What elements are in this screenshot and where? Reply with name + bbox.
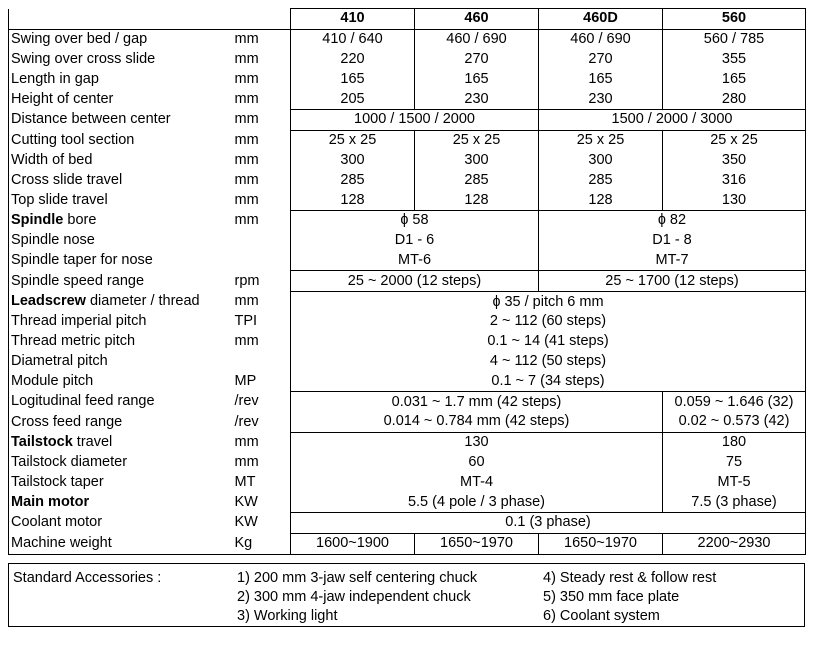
label-bold: Leadscrew (11, 293, 86, 310)
header-blank-unit (233, 9, 291, 30)
cell-560: 75 (663, 453, 806, 473)
header-blank (9, 9, 233, 30)
table-row (9, 453, 806, 473)
cell-460d: 285 (539, 170, 663, 190)
cell-560: 350 (663, 151, 806, 171)
row-unit: mm (234, 333, 259, 350)
cell-all: 0.1 (3 phase) (291, 512, 806, 533)
cell-460: 128 (415, 190, 539, 210)
table-row (9, 130, 806, 150)
table-row (9, 312, 806, 332)
table-row (9, 533, 806, 554)
label-rest: diameter / thread (85, 293, 200, 310)
cell-all: 2 ~ 112 (60 steps) (291, 312, 806, 332)
row-unit: KW (234, 514, 258, 531)
cell-410: 410 / 640 (291, 29, 415, 49)
cell-460d-560: D1 - 8 (539, 231, 806, 251)
cell-460: 300 (415, 151, 539, 171)
cell-560: 7.5 (3 phase) (663, 492, 806, 512)
row-label: Length in gap (9, 69, 233, 89)
header-row (9, 9, 806, 30)
cell-560: 560 / 785 (663, 29, 806, 49)
label-rest: bore (63, 212, 97, 229)
model-410-header: 410 (291, 9, 415, 30)
row-label: Logitudinal feed range (9, 392, 233, 412)
row-unit: TPI (234, 313, 258, 330)
row-label: Cross feed range (9, 412, 233, 432)
row-label (9, 210, 233, 230)
accessory-item: 4) Steady rest & follow rest (543, 569, 717, 586)
table-row (9, 392, 806, 412)
cell-all: 0.1 ~ 7 (34 steps) (291, 371, 806, 391)
row-label: Diametral pitch (9, 352, 233, 372)
cell-410-460: MT-6 (291, 251, 539, 271)
spec-table (8, 8, 806, 555)
cell-410-460d: 0.031 ~ 1.7 mm (42 steps) (291, 392, 663, 412)
row-unit (233, 231, 291, 251)
cell-410-460: 1000 / 1500 / 2000 (291, 109, 539, 130)
row-label: Distance between center (9, 109, 233, 130)
table-row (9, 89, 806, 109)
cell-410-460: ɸ 58 (291, 210, 539, 230)
accessory-item: 3) Working light (237, 607, 338, 624)
row-unit: mm (234, 433, 259, 450)
row-label: Spindle nose (9, 231, 233, 251)
cell-410-460d: MT-4 (291, 472, 663, 492)
label-rest: travel (72, 433, 113, 450)
row-unit: mm (234, 50, 259, 67)
model-460-header: 460 (415, 9, 539, 30)
row-label: Spindle speed range (9, 271, 233, 292)
row-unit (233, 352, 291, 372)
row-label: Spindle taper for nose (9, 251, 233, 271)
table-row (9, 352, 806, 372)
cell-560: 355 (663, 50, 806, 70)
row-unit: mm (234, 151, 259, 168)
table-row (9, 371, 806, 391)
cell-560: 0.02 ~ 0.573 (42) (663, 412, 806, 432)
cell-410: 1600~1900 (291, 533, 415, 554)
cell-460: 165 (415, 69, 539, 89)
table-row (9, 432, 806, 452)
table-row (9, 109, 806, 130)
cell-560: 165 (663, 69, 806, 89)
cell-560: 0.059 ~ 1.646 (32) (663, 392, 806, 412)
table-row (9, 472, 806, 492)
row-unit: mm (234, 111, 259, 128)
table-row (9, 50, 806, 70)
cell-all: 4 ~ 112 (50 steps) (291, 352, 806, 372)
cell-460d: 1650~1970 (539, 533, 663, 554)
cell-460d: 230 (539, 89, 663, 109)
accessory-item: 6) Coolant system (543, 607, 660, 624)
table-row (9, 231, 806, 251)
accessory-item: 1) 200 mm 3-jaw self centering chuck (237, 569, 478, 586)
row-label (9, 432, 233, 452)
cell-560: 280 (663, 89, 806, 109)
row-label: Thread imperial pitch (9, 312, 233, 332)
row-unit: rpm (234, 272, 260, 289)
cell-410-460: 25 ~ 2000 (12 steps) (291, 271, 539, 292)
cell-560: MT-5 (663, 472, 806, 492)
cell-460d: 165 (539, 69, 663, 89)
row-label: Module pitch (9, 371, 233, 391)
cell-410: 205 (291, 89, 415, 109)
row-label: Tailstock taper (9, 472, 233, 492)
row-unit: mm (234, 90, 259, 107)
cell-410-460d: 60 (291, 453, 663, 473)
row-unit: mm (234, 293, 259, 310)
row-unit: /rev (234, 413, 259, 430)
accessory-item: 2) 300 mm 4-jaw independent chuck (237, 588, 471, 605)
cell-460: 270 (415, 50, 539, 70)
table-row (9, 29, 806, 49)
table-row (9, 151, 806, 171)
table-row (9, 170, 806, 190)
row-label: Swing over bed / gap (9, 29, 233, 49)
cell-460d: 25 x 25 (539, 130, 663, 150)
cell-460d: 300 (539, 151, 663, 171)
model-460d-header: 460D (539, 9, 663, 30)
row-label: Width of bed (9, 151, 233, 171)
cell-all: 0.1 ~ 14 (41 steps) (291, 332, 806, 352)
table-row (9, 512, 806, 533)
row-unit: KW (234, 493, 258, 510)
cell-410: 285 (291, 170, 415, 190)
row-label: Tailstock diameter (9, 453, 233, 473)
label-bold: Tailstock (11, 433, 73, 450)
table-row (9, 412, 806, 432)
table-row (9, 332, 806, 352)
table-row (9, 69, 806, 89)
row-label: Cross slide travel (9, 170, 233, 190)
cell-560: 2200~2930 (663, 533, 806, 554)
cell-460d: 270 (539, 50, 663, 70)
row-label (9, 292, 233, 312)
spec-sheet (8, 8, 806, 627)
cell-410: 165 (291, 69, 415, 89)
cell-460d-560: 1500 / 2000 / 3000 (539, 109, 806, 130)
cell-410-460d: 0.014 ~ 0.784 mm (42 steps) (291, 412, 663, 432)
table-row (9, 251, 806, 271)
cell-560: 25 x 25 (663, 130, 806, 150)
cell-410: 25 x 25 (291, 130, 415, 150)
cell-460: 285 (415, 170, 539, 190)
row-unit: MP (234, 372, 257, 389)
cell-560: 316 (663, 170, 806, 190)
row-label: Cutting tool section (9, 130, 233, 150)
row-unit: mm (234, 171, 259, 188)
row-unit: mm (234, 70, 259, 87)
row-label: Swing over cross slide (9, 50, 233, 70)
row-unit: /rev (234, 393, 259, 410)
cell-460d-560: ɸ 82 (539, 210, 806, 230)
row-label: Machine weight (9, 533, 233, 554)
model-560-header: 560 (663, 9, 806, 30)
cell-410: 220 (291, 50, 415, 70)
row-unit: mm (234, 131, 259, 148)
cell-410-460d: 130 (291, 432, 663, 452)
cell-410: 300 (291, 151, 415, 171)
cell-410-460: D1 - 6 (291, 231, 539, 251)
cell-460: 1650~1970 (415, 533, 539, 554)
row-label: Height of center (9, 89, 233, 109)
row-unit: mm (234, 191, 259, 208)
table-row (9, 492, 806, 512)
cell-460d-560: 25 ~ 1700 (12 steps) (539, 271, 806, 292)
standard-accessories-box (8, 563, 805, 627)
cell-460d: 128 (539, 190, 663, 210)
cell-all: ɸ 35 / pitch 6 mm (291, 292, 806, 312)
cell-460: 230 (415, 89, 539, 109)
cell-460: 25 x 25 (415, 130, 539, 150)
row-unit: MT (234, 473, 256, 490)
table-row (9, 190, 806, 210)
row-unit: mm (234, 453, 259, 470)
cell-460d: 460 / 690 (539, 29, 663, 49)
row-label: Top slide travel (9, 190, 233, 210)
cell-460: 460 / 690 (415, 29, 539, 49)
row-unit: Kg (233, 533, 291, 554)
row-label: Coolant motor (9, 512, 233, 533)
cell-460d-560: MT-7 (539, 251, 806, 271)
row-unit: mm (233, 29, 291, 49)
cell-410-460d: 5.5 (4 pole / 3 phase) (291, 492, 663, 512)
cell-560: 130 (663, 190, 806, 210)
row-unit: mm (234, 212, 259, 229)
row-unit (233, 251, 291, 271)
label-bold: Spindle (11, 212, 64, 229)
accessory-item: 5) 350 mm face plate (543, 588, 680, 605)
accessories-title: Standard Accessories : (13, 569, 162, 586)
cell-560: 180 (663, 432, 806, 452)
label-bold: Main motor (11, 493, 90, 510)
table-row (9, 292, 806, 312)
row-label (9, 492, 233, 512)
table-row (9, 271, 806, 292)
table-row (9, 210, 806, 230)
row-label: Thread metric pitch (9, 332, 233, 352)
cell-410: 128 (291, 190, 415, 210)
